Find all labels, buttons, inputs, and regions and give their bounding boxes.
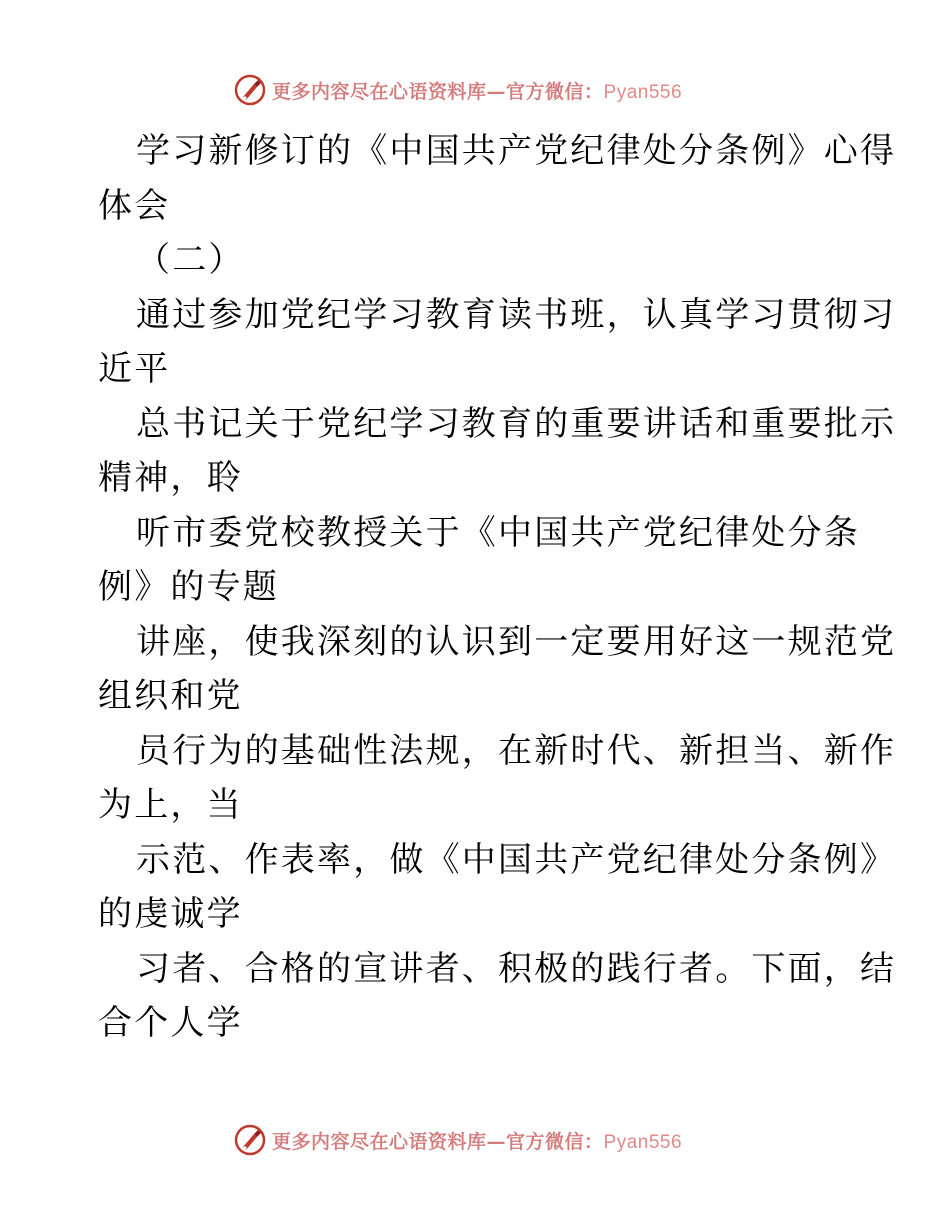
text-line: 近平 bbox=[98, 349, 171, 389]
pen-logo-icon bbox=[234, 1124, 266, 1156]
watermark-text bbox=[272, 1127, 682, 1154]
text-line: 合个人学 bbox=[98, 1003, 243, 1043]
text-line: 讲座，使我深刻的认识到一定要用好这一规范党 bbox=[136, 621, 897, 662]
text-line: 学习新修订的《中国共产党纪律处分条例》心得 bbox=[136, 131, 897, 171]
text-line: （二） bbox=[136, 240, 245, 280]
text-line: 的虔诚学 bbox=[98, 894, 243, 934]
text-line: 精神，聆 bbox=[98, 458, 243, 498]
watermark-text bbox=[272, 77, 682, 104]
text-line: 听市委党校教授关于《中国共产党纪律处分条 bbox=[136, 512, 860, 553]
pen-logo-icon bbox=[234, 74, 266, 106]
text-line: 员行为的基础性法规，在新时代、新担当、新作 bbox=[136, 730, 897, 771]
watermark-wechat-id: Pyan556 bbox=[603, 81, 683, 103]
footer-watermark-banner bbox=[0, 1120, 950, 1160]
text-line: 例》的专题 bbox=[98, 567, 279, 607]
text-line: 总书记关于党纪学习教育的重要讲话和重要批示 bbox=[136, 403, 897, 444]
watermark-site-text: 更多内容尽在心语资料库—官方微信： bbox=[272, 80, 604, 103]
text-line: 为上，当 bbox=[98, 785, 243, 825]
document-body bbox=[98, 124, 897, 1051]
watermark-wechat-id: Pyan556 bbox=[603, 1131, 683, 1153]
text-line: 习者、合格的宣讲者、积极的践行者。下面，结 bbox=[136, 948, 897, 989]
text-line: 组织和党 bbox=[98, 676, 243, 716]
watermark-site-text: 更多内容尽在心语资料库—官方微信： bbox=[272, 1130, 604, 1153]
header-watermark-banner bbox=[0, 70, 950, 110]
text-line: 示范、作表率，做《中国共产党纪律处分条例》 bbox=[136, 839, 897, 880]
text-line: 体会 bbox=[98, 185, 171, 226]
text-line: 通过参加党纪学习教育读书班，认真学习贯彻习 bbox=[136, 294, 897, 335]
